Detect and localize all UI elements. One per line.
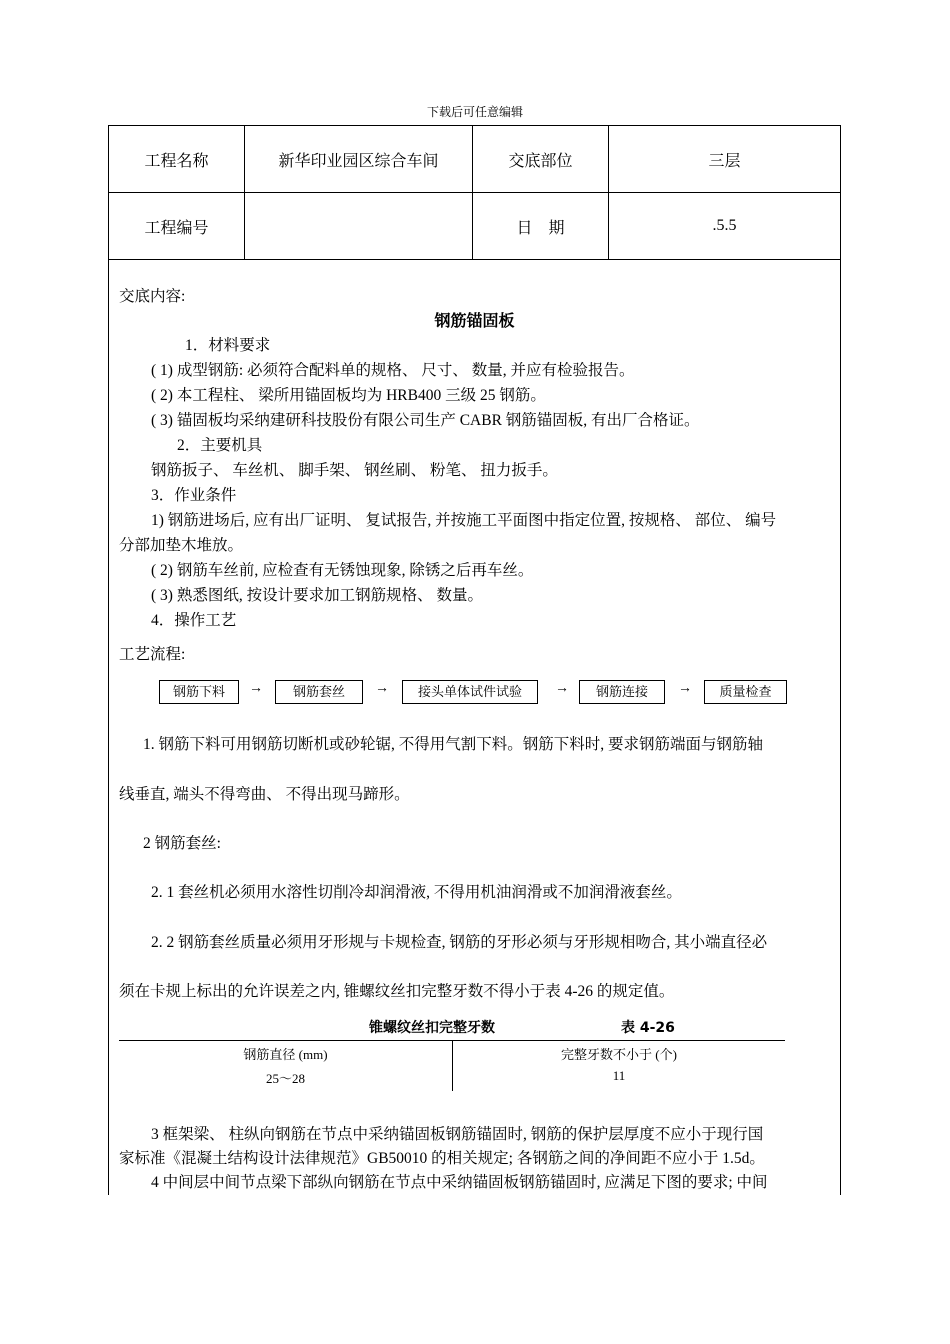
project-no-value — [245, 193, 473, 260]
section-3-item-2: ( 2) 钢筋车丝前, 应检查有无锈蚀现象, 除锈之后再车丝。 — [151, 562, 534, 579]
table-title: 锥螺纹丝扣完整牙数 — [369, 1020, 495, 1036]
table-header-diameter: 钢筋直径 (mm) — [243, 1047, 328, 1062]
section-1-heading: 1．材料要求 — [185, 337, 271, 354]
flow-arrow-icon: → — [678, 681, 692, 696]
flow-step-connection: 钢筋连接 — [579, 680, 665, 704]
location-value: 三层 — [609, 126, 841, 193]
para-2-heading: 2 钢筋套丝: — [143, 835, 221, 852]
section-2-heading: 2．主要机具 — [177, 437, 263, 454]
section-4-heading: 4．操作工艺 — [151, 612, 237, 629]
flow-step-cutting: 钢筋下料 — [159, 680, 239, 704]
para-2-2-line-2: 须在卡规上标出的允许误差之内, 锥螺纹丝扣完整牙数不得小于表 4-26 的规定值。 — [119, 983, 675, 1000]
doc-title: 钢筋锚固板 — [434, 311, 515, 330]
para-2-2-line-1: 2. 2 钢筋套丝质量必须用牙形规与卡规检查, 钢筋的牙形必须与牙形规相吻合, 其小端直径必 — [151, 934, 768, 951]
location-label: 交底部位 — [473, 126, 609, 193]
project-name-label: 工程名称 — [109, 126, 245, 193]
table-header-threads: 完整牙数不小于 (个) — [561, 1047, 677, 1062]
section-1-item-3: ( 3) 锚固板均采纳建研科技股份有限公司生产 CABR 钢筋锚固板, 有出厂合格证。 — [151, 412, 700, 429]
header-table — [109, 126, 840, 260]
para-1-line-2: 线垂直, 端头不得弯曲、 不得出现马蹄形。 — [119, 786, 410, 803]
flow-step-inspection: 质量检查 — [704, 680, 787, 704]
project-name-value: 新华印业园区综合车间 — [245, 126, 473, 193]
section-3-item-3: ( 3) 熟悉图纸, 按设计要求加工钢筋规格、 数量。 — [151, 587, 483, 604]
flow-step-threading: 钢筋套丝 — [275, 680, 363, 704]
project-no-label: 工程编号 — [109, 193, 245, 260]
table-cell-diameter: 25～28 — [265, 1071, 305, 1086]
page-note: 下载后可任意编辑 — [426, 105, 523, 119]
para-3-line-2: 家标准《混凝土结构设计法律规范》GB50010 的相关规定; 各钢筋之间的净间距不应小于 1.5d。 — [119, 1150, 765, 1167]
section-3-heading: 3．作业条件 — [151, 487, 237, 504]
flow-arrow-icon: → — [249, 681, 263, 696]
flow-arrow-icon: → — [375, 681, 389, 696]
table-number: 表 4-26 — [621, 1020, 675, 1036]
flow-step-test: 接头单体试件试验 — [402, 680, 538, 704]
date-label: 日 期 — [473, 193, 609, 260]
section-1-item-1: ( 1) 成型钢筋: 必须符合配料单的规格、 尺寸、 数量, 并应有检验报告。 — [151, 362, 635, 379]
para-4-line-1: 4 中间层中间节点梁下部纵向钢筋在节点中采纳锚固板钢筋锚固时, 应满足下图的要求; 中间 — [151, 1174, 768, 1191]
flow-arrow-icon: → — [555, 681, 569, 696]
flow-label: 工艺流程: — [119, 646, 186, 663]
content-intro: 交底内容: — [119, 288, 186, 305]
section-3-item-1-line-1: 1) 钢筋进场后, 应有出厂证明、 复试报告, 并按施工平面图中指定位置, 按规格、 部位、 编号 — [151, 512, 777, 529]
section-1-item-2: ( 2) 本工程柱、 梁所用锚固板均为 HRB400 三级 25 钢筋。 — [151, 387, 546, 404]
disclosure-form — [108, 125, 841, 1195]
date-value: .5.5 — [609, 193, 841, 260]
para-2-1: 2. 1 套丝机必须用水溶性切削冷却润滑液, 不得用机油润滑或不加润滑液套丝。 — [151, 884, 682, 901]
section-2-text: 钢筋扳子、 车丝机、 脚手架、 钢丝刷、 粉笔、 扭力扳手。 — [151, 462, 558, 479]
section-3-item-1-line-2: 分部加垫木堆放。 — [119, 537, 244, 554]
para-3-line-1: 3 框架梁、 柱纵向钢筋在节点中采纳锚固板钢筋锚固时, 钢筋的保护层厚度不应小于现行国 — [151, 1126, 764, 1143]
table-cell-threads: 11 — [612, 1068, 626, 1083]
para-1-line-1: 1. 钢筋下料可用钢筋切断机或砂轮锯, 不得用气割下料。钢筋下料时, 要求钢筋端面与钢筋轴 — [143, 736, 764, 753]
